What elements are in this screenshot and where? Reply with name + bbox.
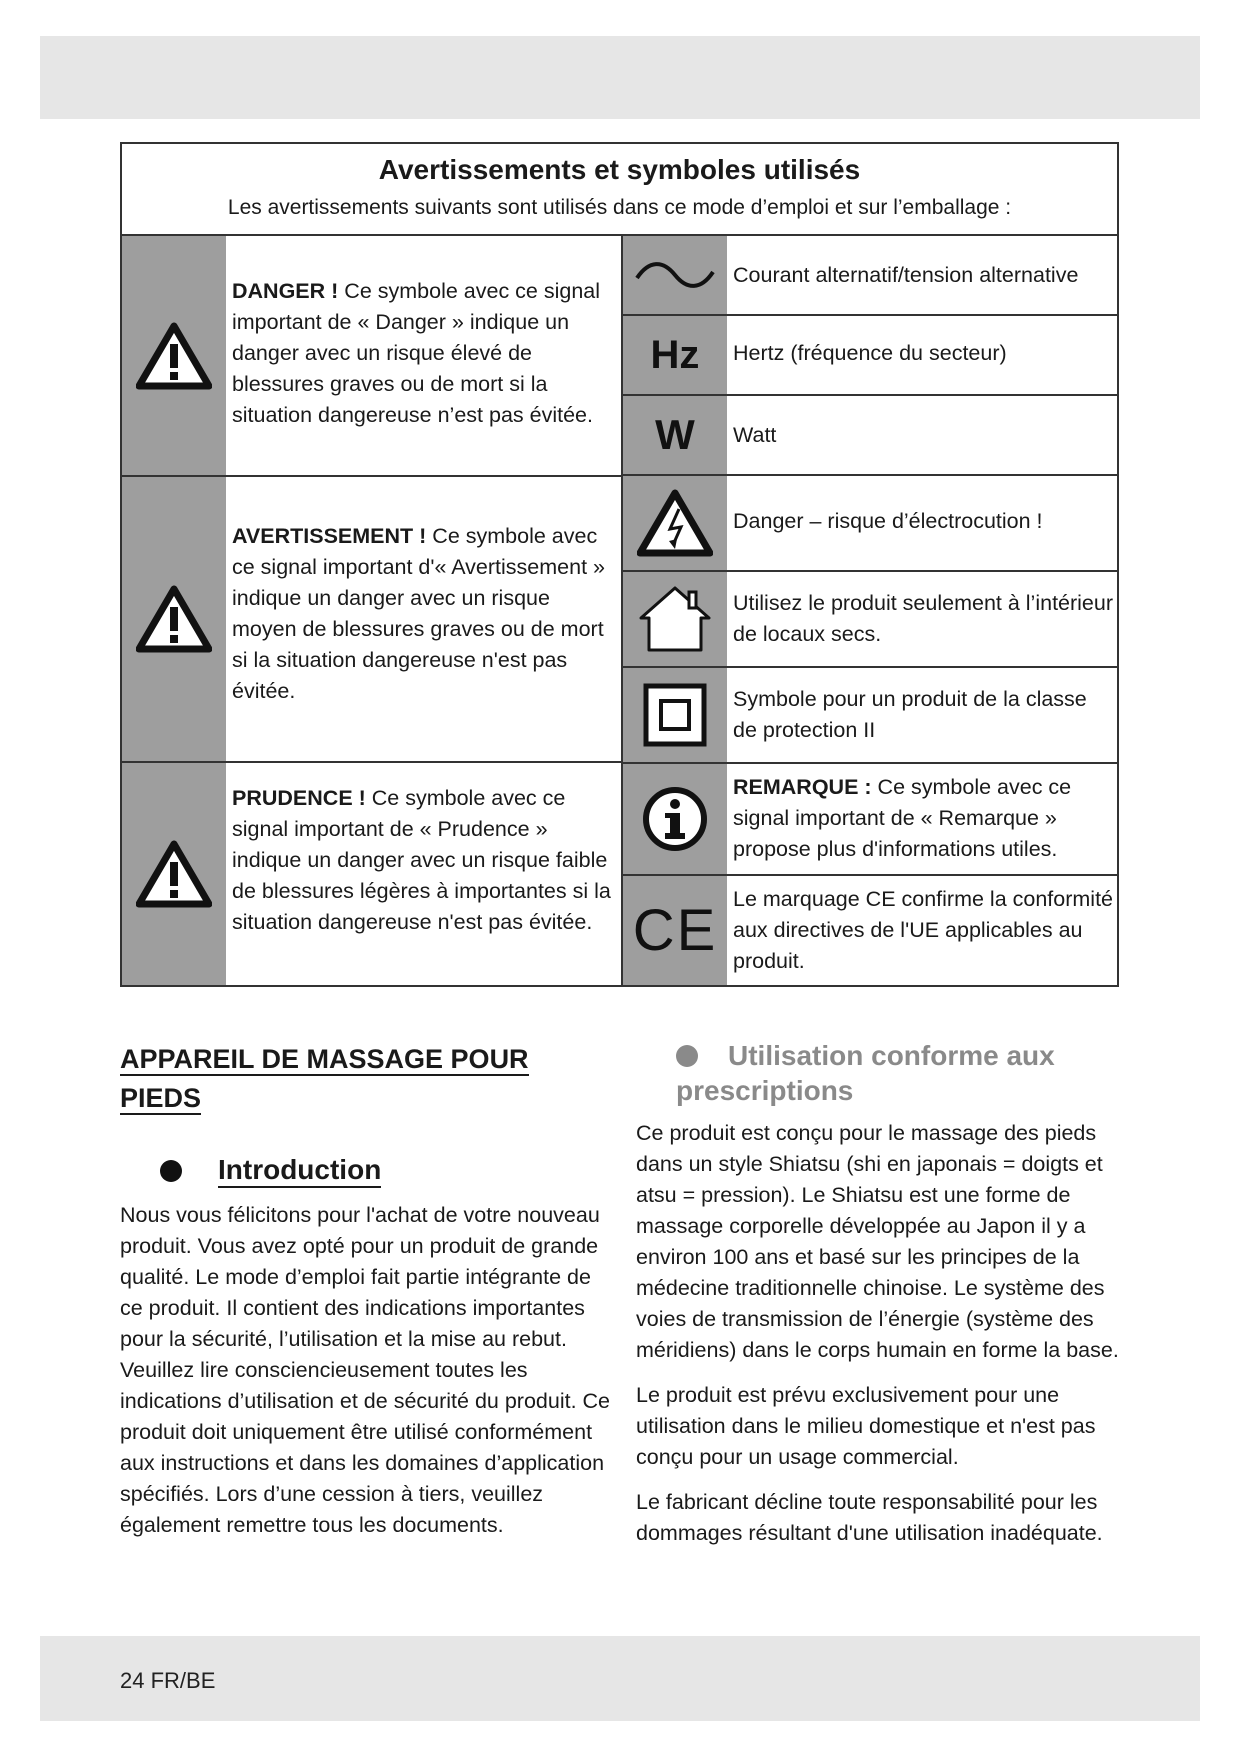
table-header <box>122 144 1117 236</box>
symbol-row <box>623 668 1117 764</box>
intended-use-paragraph-1: Ce produit est conçu pour le massage des pieds dans un style Shiatsu (shi en japonais = doigts et atsu = pression). Le Shiatsu est une forme de massage corporelle développée au Japon il y a environ 100 ans et basé sur les principes de la médecine traditionnelle chinoise. Le système des voies de transmission de l’énergie (système des méridiens) dans le corps humain en forme la base. <box>636 1121 1119 1362</box>
warning-description: Ce symbole avec ce signal important d'« Avertissement » indique un danger avec un risque moyen de blessures graves ou de mort si la situation dangereuse n'est pas évitée. <box>232 524 605 703</box>
intro-heading: Introduction <box>160 1154 610 1188</box>
symbol-row <box>623 236 1117 316</box>
symbol-row <box>623 572 1117 668</box>
indoor-house-icon <box>623 572 727 666</box>
warning-triangle-icon <box>122 236 226 475</box>
symbol-text-remarque <box>733 772 1113 865</box>
warning-description: Ce symbole avec ce signal important de « Prudence » indique un danger avec un risque faible de blessures légères à importantes si la situation dangereuse n'est pas évitée. <box>232 786 611 934</box>
symbol-row <box>623 316 1117 396</box>
symbol-row <box>623 764 1117 876</box>
warnings-symbols-table <box>120 142 1119 987</box>
intended-use-heading-line2: prescriptions <box>676 1075 854 1106</box>
warning-row-danger <box>122 236 621 477</box>
warning-label: DANGER ! <box>232 279 339 303</box>
table-subtitle: Les avertissements suivants sont utilisés dans ce mode d’emploi et sur l’emballage : <box>227 196 1012 219</box>
symbol-text: Hertz (fréquence du secteur) <box>733 341 1007 365</box>
ce-mark-icon: CE <box>623 876 727 985</box>
remarque-description: Ce symbole avec ce signal important de « Remarque » propose plus d'informations utiles. <box>733 775 1072 861</box>
symbol-text: Watt <box>733 423 777 447</box>
symbol-text: Courant alternatif/tension alternative <box>733 263 1079 287</box>
warning-row-avertissement <box>122 477 621 763</box>
symbol-text: Le marquage CE confirme la conformité aux directives de l'UE applicables au produit. <box>733 887 1114 973</box>
warning-row-prudence <box>122 763 621 985</box>
hertz-icon: Hz <box>623 316 727 394</box>
warning-description: Ce symbole avec ce signal important de « Danger » indique un danger avec un risque élevé de blessures graves ou de mort si la situation dangereuse n’est pas évitée. <box>232 279 601 427</box>
symbol-text: Symbole pour un produit de la classe de protection II <box>733 687 1087 742</box>
electric-shock-icon <box>623 476 727 570</box>
bullet-icon <box>160 1160 182 1182</box>
warning-label: AVERTISSEMENT ! <box>232 524 427 548</box>
intended-use-heading: Utilisation conforme aux <box>676 1040 1126 1072</box>
intended-use-paragraph-3: Le fabricant décline toute responsabilité pour les dommages résultant d'une utilisation inadéquate. <box>636 1490 1103 1545</box>
symbol-row <box>623 396 1117 476</box>
warning-text-danger <box>232 276 617 431</box>
warning-text-avertissement <box>232 521 617 707</box>
table-title: Avertissements et symboles utilisés <box>378 154 861 185</box>
remarque-label: REMARQUE : <box>733 775 872 799</box>
warning-triangle-icon <box>122 477 226 761</box>
warning-text-prudence <box>232 783 617 938</box>
symbol-row <box>623 876 1117 985</box>
intro-paragraph: Nous vous félicitons pour l'achat de votre nouveau produit. Vous avez opté pour un produit de grande qualité. Le mode d’emploi fait partie intégrante de ce produit. Il contient des indications importantes pour la sécurité, l’utilisation et la mise au rebut. Veuillez lire consciencieusement toutes les indications d’utilisation et de sécurité du produit. Ce produit doit uniquement être utilisé conformément aux instructions et dans les domaines d’application spécifiés. Lors d’une cession à tiers, veuillez également remettre tous les documents. <box>120 1203 611 1537</box>
page-number: 24 FR/BE <box>120 1668 216 1693</box>
right-text-column <box>636 1040 1126 1549</box>
warning-label: PRUDENCE ! <box>232 786 366 810</box>
intended-use-paragraph-2: Le produit est prévu exclusivement pour une utilisation dans le milieu domestique et n'est pas conçu pour un usage commercial. <box>636 1383 1096 1469</box>
warning-levels-column <box>122 236 621 985</box>
symbol-row <box>623 476 1117 572</box>
symbol-text: Utilisez le produit seulement à l’intérieur de locaux secs. <box>733 591 1114 646</box>
header-band <box>40 36 1200 119</box>
symbol-text: Danger – risque d’électrocution ! <box>733 509 1043 533</box>
warning-triangle-icon <box>122 763 226 985</box>
bullet-icon <box>676 1045 698 1067</box>
alternating-current-icon <box>623 236 727 314</box>
info-icon <box>623 764 727 874</box>
watt-icon: W <box>623 396 727 474</box>
section-title: APPAREIL DE MASSAGE POUR PIEDS <box>120 1044 529 1113</box>
symbols-column <box>623 236 1117 985</box>
protection-class-ii-icon <box>623 668 727 762</box>
left-text-column <box>120 1040 610 1541</box>
